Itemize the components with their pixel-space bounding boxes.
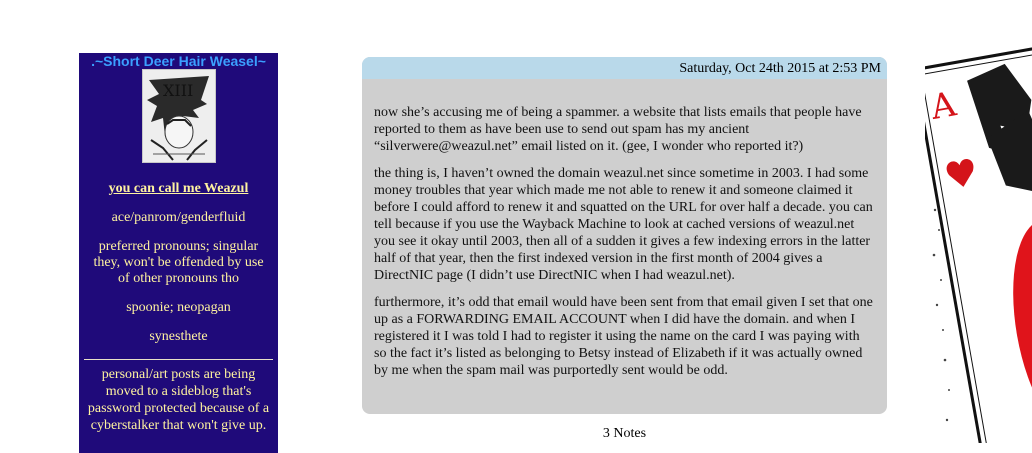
sidebar-divider	[84, 359, 273, 360]
svg-text:XIII: XIII	[162, 81, 193, 100]
sidebar-note: personal/art posts are being moved to a sideblog that's password protected because of a cyberstalker that won't give up.	[87, 367, 270, 433]
ace-of-hearts-card-icon	[925, 40, 1032, 443]
sidebar	[79, 53, 278, 453]
post-paragraph: the thing is, I haven’t owned the domain weazul.net since sometime in 2003. I had some money troubles that year which made me not able to renew it and someone claimed it before I could afford to renew it and squatted on the URL for over half a decade. you can tell because if you use the Wayback Machine to look at cached versions of weazul.net you see it okay until 2003, then all of a sudden it gives a few indexing errors in the latter half of that year, then the first indexed version in the first month of 2004 gives a DirectNIC page (I didn’t use DirectNIC when I had weazul.net).	[374, 166, 873, 283]
spoonie-line: spoonie; neopagan	[126, 300, 231, 315]
nickname-link[interactable]: you can call me Weazul	[108, 181, 249, 196]
post-paragraph: now she’s accusing me of being a spammer. a website that lists emails that people have reported to them as have been use to send out spam has my ancient “silverwere@weazul.net” email listed on it. (gee, I wonder who reported it?)	[374, 105, 862, 154]
synesthete-line: synesthete	[149, 329, 208, 344]
post-body	[362, 79, 887, 379]
pronouns-line: preferred pronouns; singular they, won't be offended by use of other pronouns tho	[93, 239, 264, 286]
identity-line: ace/panrom/genderfluid	[111, 210, 246, 225]
blog-title-link[interactable]: .~Short Deer Hair Weasel~	[91, 53, 266, 69]
svg-text:A: A	[927, 84, 959, 129]
post-paragraph: furthermore, it’s odd that email would have been sent from that email given I set that one up as a FORWARDING EMAIL ACCOUNT when I did have the domain. and when I registered it I was told I had to register it using the name on the card I was paying with so the fact it’s listed as belonging to Betsy instead of Elizabeth if it was actually owned by me when the spam mail was purportedly sent would be odd.	[374, 295, 873, 378]
notes-count-link[interactable]: 3 Notes	[602, 426, 647, 441]
avatar[interactable]	[142, 69, 216, 163]
post-card	[362, 57, 887, 414]
post-date[interactable]: Saturday, Oct 24th 2015 at 2:53 PM	[362, 57, 887, 79]
